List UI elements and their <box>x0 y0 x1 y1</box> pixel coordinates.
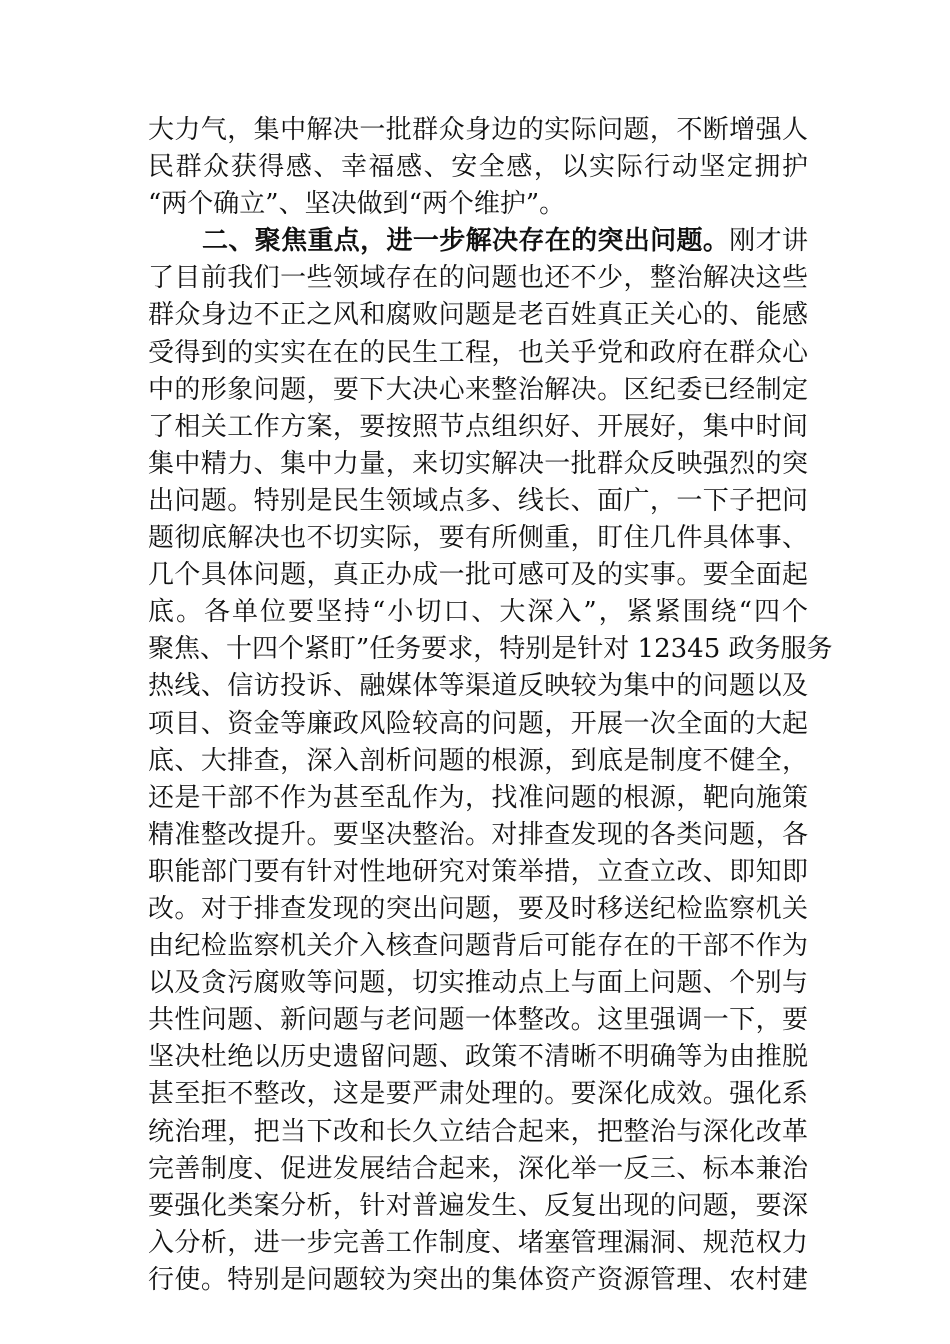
text-line: 中的形象问题，要下大决心来整治解决。区纪委已经制定 <box>148 374 808 405</box>
text-line: 受得到的实实在在的民生工程，也关乎党和政府在群众心 <box>148 337 808 368</box>
text-line: 由纪检监察机关介入核查问题背后可能存在的干部不作为 <box>148 931 808 962</box>
body-text <box>148 112 833 1299</box>
text-line: 职能部门要有针对性地研究对策举措，立查立改、即知即 <box>148 856 808 887</box>
text-line: 热线、信访投诉、融媒体等渠道反映较为集中的问题以及 <box>148 671 808 702</box>
text-line: 行使。特别是问题较为突出的集体资产资源管理、农村建 <box>148 1264 808 1295</box>
text-line: 还是干部不作为甚至乱作为，找准问题的根源，靶向施策 <box>148 782 808 813</box>
text-line: 以及贪污腐败等问题，切实推动点上与面上问题、个别与 <box>148 968 808 999</box>
text-line: “两个确立”、坚决做到“两个维护”。 <box>148 189 566 220</box>
text-line: 集中精力、集中力量，来切实解决一批群众反映强烈的突 <box>148 448 808 479</box>
text-run: 刚才讲 <box>729 226 808 257</box>
text-line: 出问题。特别是民生领域点多、线长、面广，一下子把问 <box>148 485 808 516</box>
text-line: 入分析，进一步完善工作制度、堵塞管理漏洞、规范权力 <box>148 1227 808 1258</box>
text-line: 坚决杜绝以历史遗留问题、政策不清晰不明确等为由推脱 <box>148 1042 808 1073</box>
text-line: 群众身边不正之风和腐败问题是老百姓真正关心的、能感 <box>148 300 808 331</box>
section-heading-line <box>148 223 808 260</box>
section-heading: 二、聚焦重点，进一步解决存在的突出问题。 <box>202 226 730 257</box>
text-line: 大力气，集中解决一批群众身边的实际问题，不断增强人 <box>148 115 808 145</box>
text-line: 几个具体问题，真正办成一批可感可及的实事。要全面起 <box>148 560 808 591</box>
text-line: 聚焦、十四个紧盯”任务要求，特别是针对 12345 政务服务 <box>148 634 833 665</box>
text-line: 精准整改提升。要坚决整治。对排查发现的各类问题，各 <box>148 819 808 850</box>
text-line: 民群众获得感、幸福感、安全感，以实际行动坚定拥护 <box>148 152 808 183</box>
text-line: 了相关工作方案，要按照节点组织好、开展好，集中时间 <box>148 411 808 442</box>
text-line: 甚至拒不整改，这是要严肃处理的。要深化成效。强化系 <box>148 1079 808 1110</box>
text-line: 共性问题、新问题与老问题一体整改。这里强调一下，要 <box>148 1005 808 1036</box>
text-line: 项目、资金等廉政风险较高的问题，开展一次全面的大起 <box>148 708 808 739</box>
text-line: 改。对于排查发现的突出问题，要及时移送纪检监察机关 <box>148 893 808 924</box>
text-line: 题彻底解决也不切实际，要有所侧重，盯住几件具体事、 <box>148 523 808 554</box>
text-line: 统治理，把当下改和长久立结合起来，把整治与深化改革 <box>148 1116 808 1147</box>
text-line: 要强化类案分析，针对普遍发生、反复出现的问题，要深 <box>148 1190 808 1221</box>
text-line: 底、大排查，深入剖析问题的根源，到底是制度不健全， <box>148 745 808 776</box>
text-line: 底。各单位要坚持“小切口、大深入”，紧紧围绕“四个 <box>148 597 808 628</box>
text-line: 了目前我们一些领域存在的问题也还不少，整治解决这些 <box>148 263 808 294</box>
text-line: 完善制度、促进发展结合起来，深化举一反三、标本兼治 <box>148 1153 808 1184</box>
